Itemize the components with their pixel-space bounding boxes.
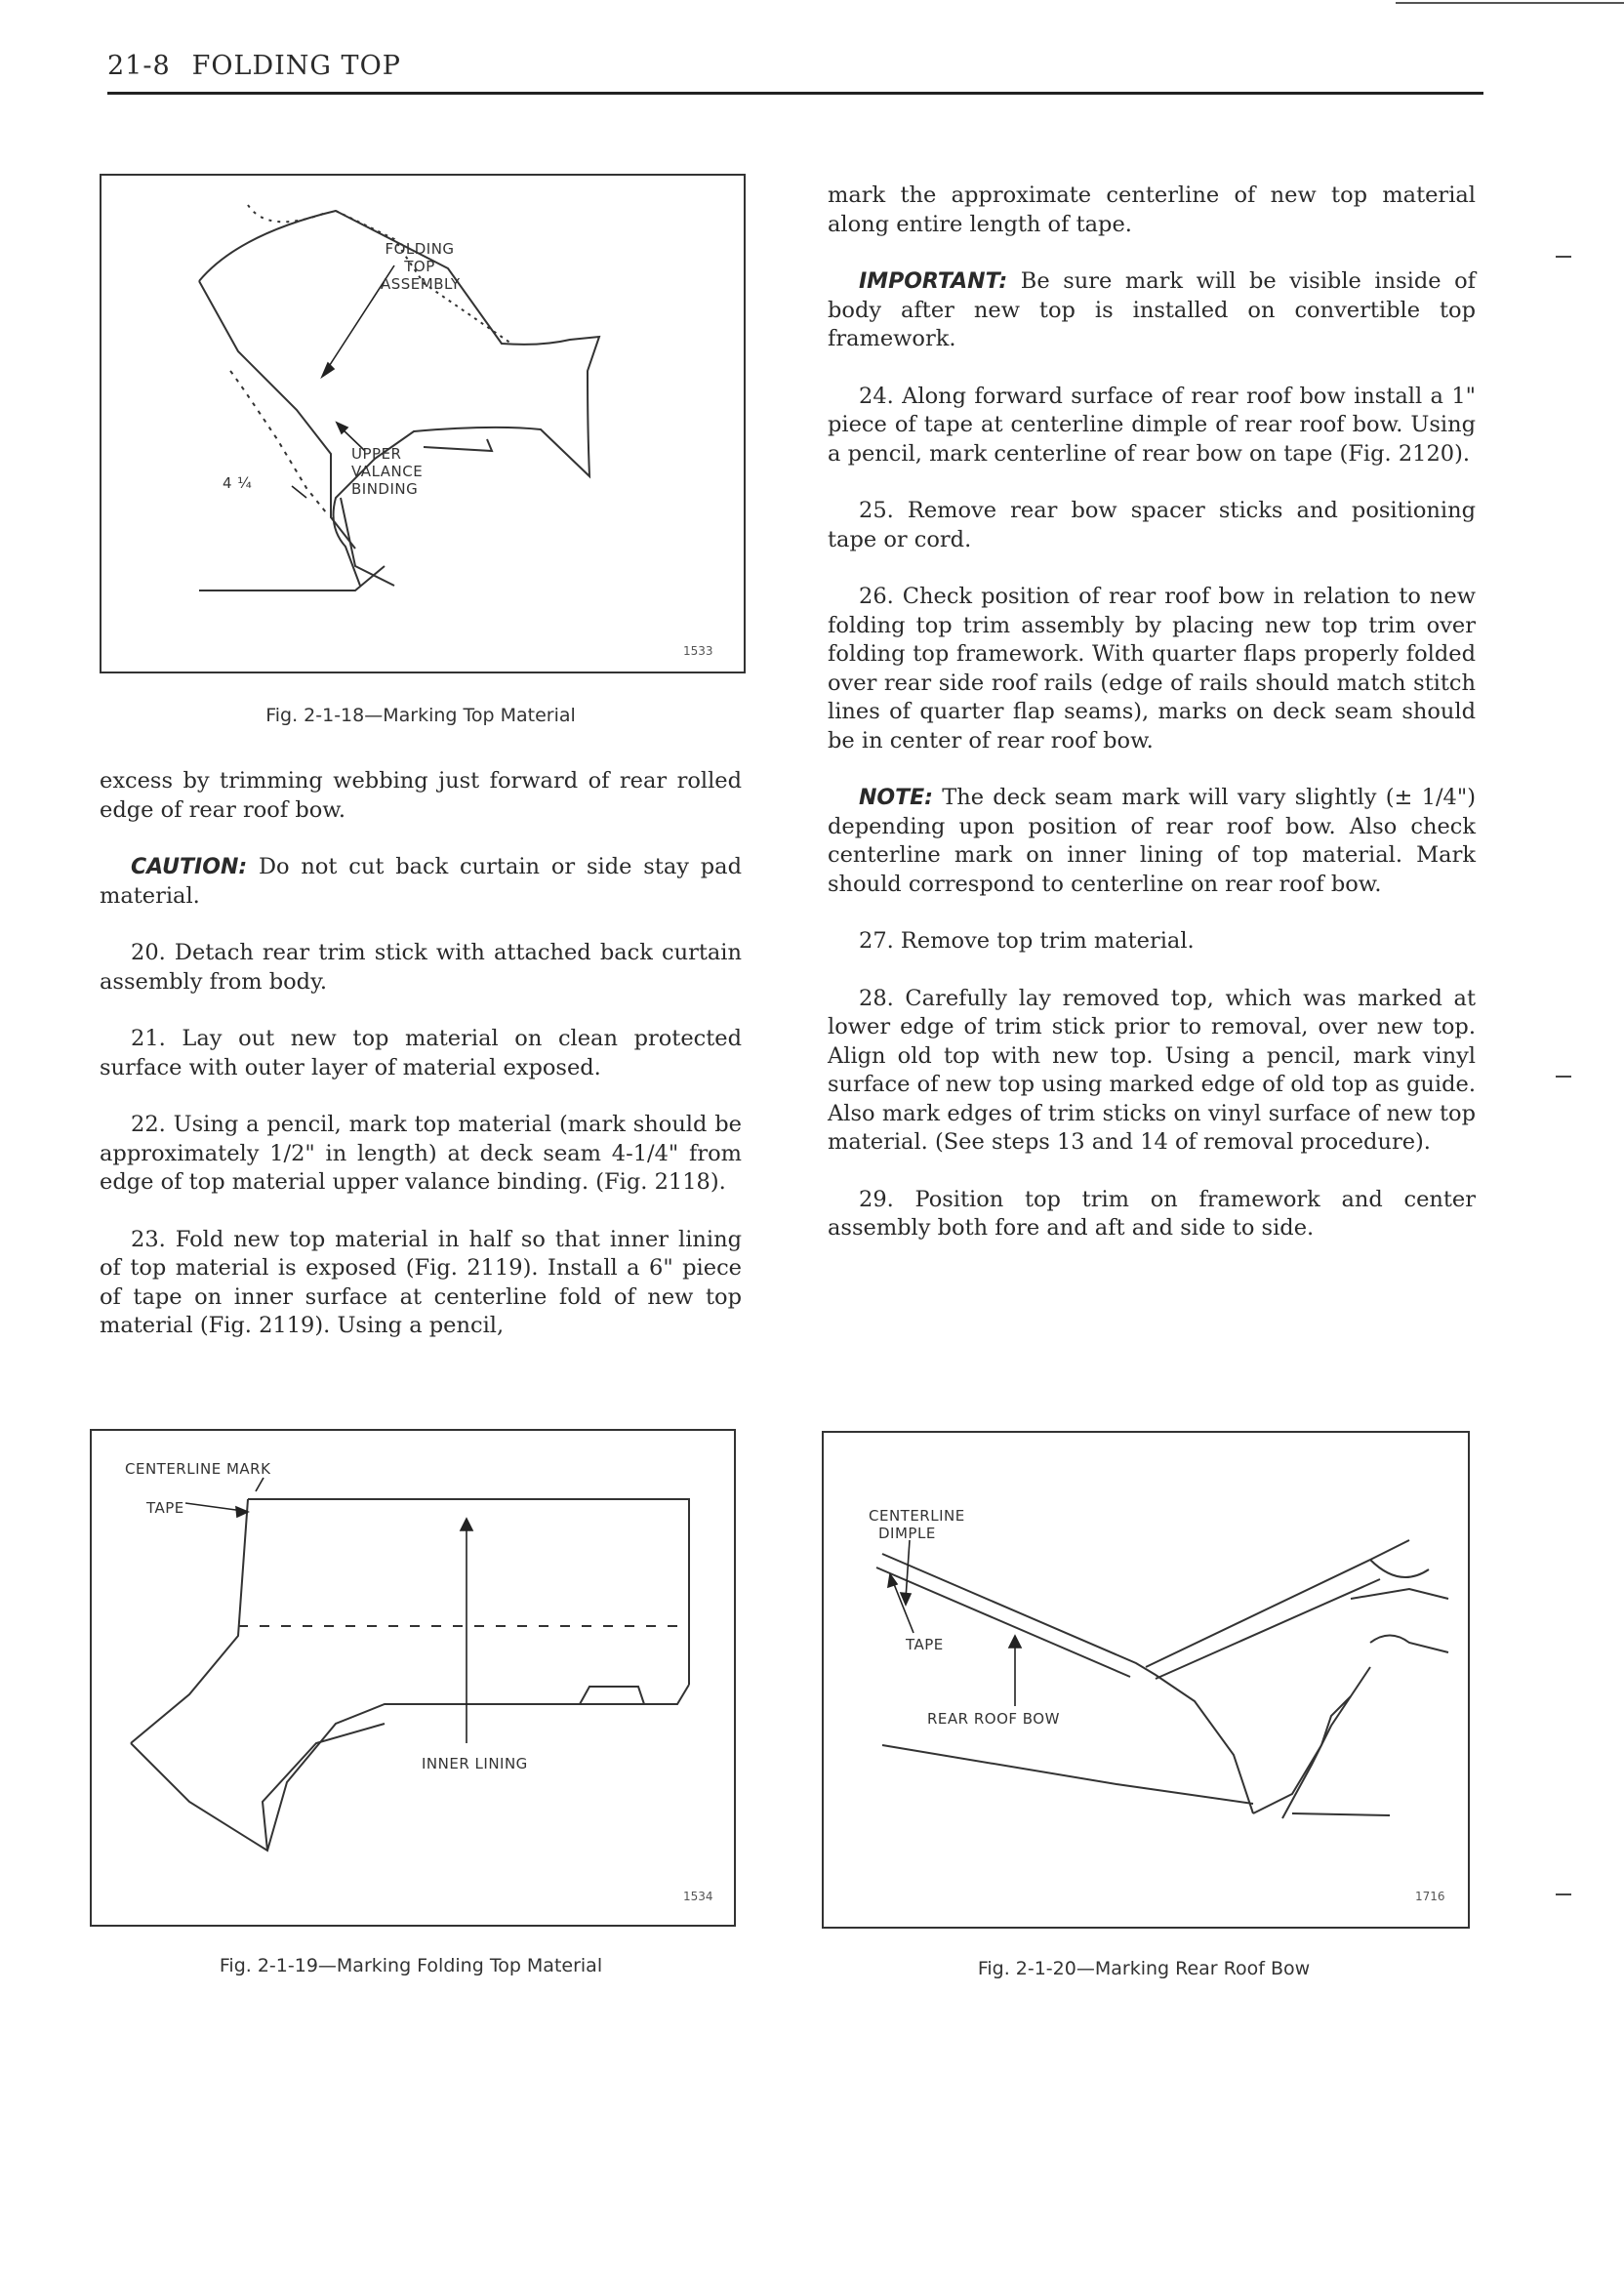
label-valance: VALANCE <box>351 463 424 480</box>
left-column <box>100 767 742 1369</box>
margin-tick <box>1556 256 1571 258</box>
note <box>828 784 1476 899</box>
step-21: 21. Lay out new top material on clean protected surface with outer layer of material exposed. <box>100 1026 742 1080</box>
step-25: 25. Remove rear bow spacer sticks and positioning tape or cord. <box>828 498 1476 552</box>
section-title: FOLDING TOP <box>191 51 401 81</box>
margin-tick <box>1556 1076 1571 1078</box>
figure-number: 1533 <box>683 644 713 658</box>
label-dimension: 4 ¼ <box>223 474 253 492</box>
important-label: IMPORTANT: <box>859 269 1008 294</box>
figure-marking-top-material <box>100 174 746 673</box>
note-label: NOTE: <box>859 786 933 810</box>
caution-label: CAUTION: <box>131 855 248 879</box>
figure-number: 1716 <box>1415 1890 1445 1903</box>
note-text: The deck seam mark will vary slightly (± 1/4") depending upon position of rear roof bow. Also check centerline mark on inner lining of top material. Mark should correspond to centerline on rear roof bow. <box>828 785 1476 897</box>
figure-caption: Fig. 2-1-18—Marking Top Material <box>265 705 576 726</box>
label-top: TOP <box>404 258 435 275</box>
label-centerline: CENTERLINE <box>869 1507 965 1525</box>
step-28: 28. Carefully lay removed top, which was marked at lower edge of trim stick prior to removal, over new top. Align old top with new top. Using a pencil, mark vinyl surface of new top using marked edge of old top as guide. Also mark edges of trim sticks on vinyl surface of new top material. (See steps 13 and 14 of removal procedure). <box>828 985 1476 1155</box>
step-20: 20. Detach rear trim stick with attached back curtain assembly from body. <box>100 940 742 995</box>
step-27: 27. Remove top trim material. <box>859 928 1195 954</box>
label-upper: UPPER <box>351 445 402 463</box>
label-tape: TAPE <box>906 1636 944 1653</box>
margin-tick <box>1556 1893 1571 1895</box>
caution-note <box>100 853 742 911</box>
step-29: 29. Position top trim on framework and center assembly both fore and aft and side to side. <box>828 1186 1476 1241</box>
corner-rule <box>1396 2 1624 4</box>
figure-marking-rear-roof-bow <box>822 1431 1470 1929</box>
step-23: 23. Fold new top material in half so that inner lining of top material is exposed (Fig. 2119). Install a 6" piece of tape on inner surface at centerline fold of new top material (Fig. 2119). Using a pencil, <box>100 1226 742 1338</box>
important-note <box>828 267 1476 354</box>
figure-caption: Fig. 2-1-19—Marking Folding Top Material <box>219 1955 603 1976</box>
important-text: Be sure mark will be visible inside of body after new top is installed on convertible top framework. <box>828 268 1476 351</box>
paragraph-excess: excess by trimming webbing just forward of rear rolled edge of rear roof bow. <box>100 768 742 823</box>
label-folding: FOLDING <box>385 240 455 258</box>
figure-number: 1534 <box>683 1890 713 1903</box>
step-26: 26. Check position of rear roof bow in relation to new folding top trim assembly by placing new top trim over folding top framework. With quarter flaps properly folded over rear side roof rails (edge of rails should match stitch lines of quarter flap seams), marks on deck seam should be in center of rear roof bow. <box>828 584 1476 753</box>
figure-caption: Fig. 2-1-20—Marking Rear Roof Bow <box>977 1958 1311 1979</box>
folding-top-material-drawing <box>92 1431 734 1925</box>
label-assembly: ASSEMBLY <box>381 275 461 293</box>
page-header <box>107 51 401 81</box>
figure-marking-folding-top-material <box>90 1429 736 1927</box>
step-22: 22. Using a pencil, mark top material (mark should be approximately 1/2" in length) at deck seam 4-1/4" from edge of top material upper valance binding. (Fig. 2118). <box>100 1112 742 1195</box>
label-dimple: DIMPLE <box>878 1525 936 1542</box>
step-24: 24. Along forward surface of rear roof bow install a 1" piece of tape at centerline dimple of rear roof bow. Using a pencil, mark centerline of rear bow on tape (Fig. 2120). <box>828 383 1476 467</box>
right-column <box>828 182 1476 1272</box>
paragraph-continued: mark the approximate centerline of new top material along entire length of tape. <box>828 183 1476 237</box>
caution-text: Do not cut back curtain or side stay pad material. <box>100 854 742 909</box>
label-rear-roof-bow: REAR ROOF BOW <box>927 1710 1060 1728</box>
label-inner-lining: INNER LINING <box>422 1755 528 1772</box>
page-number: 21-8 <box>107 51 171 81</box>
label-binding: BINDING <box>351 480 419 498</box>
label-tape: TAPE <box>146 1499 184 1517</box>
label-centerline-mark: CENTERLINE MARK <box>125 1460 271 1478</box>
header-rule <box>107 92 1483 95</box>
